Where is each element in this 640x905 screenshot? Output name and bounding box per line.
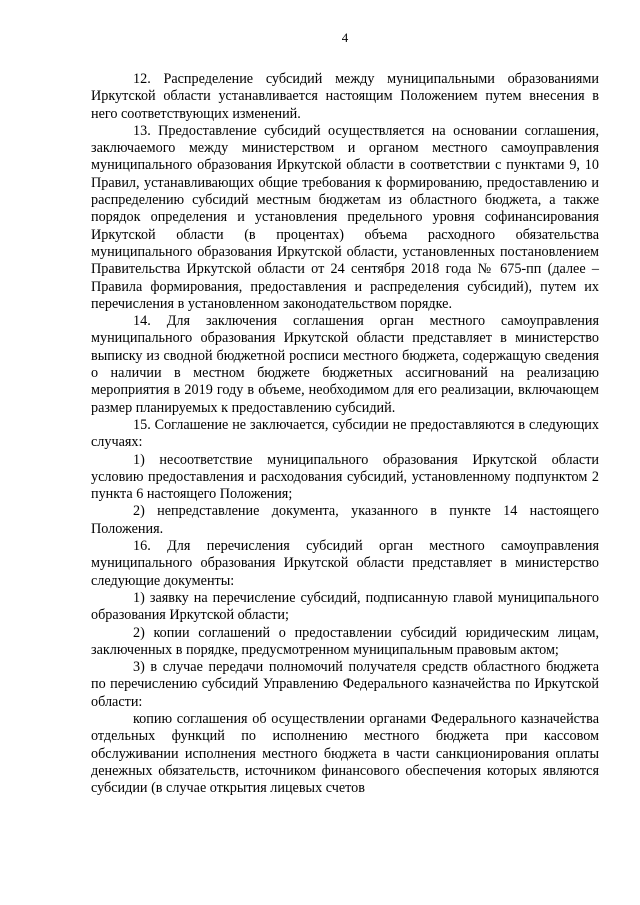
paragraph-15-item-2: 2) непредставление документа, указанного в пункте 14 настоящего Положения. [91, 503, 599, 537]
paragraph-15-item-1: 1) несоответствие муниципального образования Иркутской области условию предоставления и расходования субсидий, установленному подпунктом 2 пункта 6 настоящего Положения; [91, 451, 599, 503]
page-number: 4 [341, 30, 349, 45]
paragraph-16: 16. Для перечисления субсидий орган местного самоуправления муниципального образования Иркутской области представляет в министерство следующие документы: [91, 538, 599, 589]
paragraph-15: 15. Соглашение не заключается, субсидии не предоставляются в следующих случаях: [91, 416, 599, 451]
paragraph-16-item-2: 2) копии соглашений о предоставлении субсидий юридическим лицам, заключенных в порядке, предусмотренном муниципальным правовым актом; [91, 624, 599, 658]
paragraph-14: 14. Для заключения соглашения орган местного самоуправления муниципального образования Иркутской области представляет в министерство выписку из сводной бюджетной росписи местного бюджета, содержащую сведения о наличии в местном бюджете бюджетных ассигнований на реализацию мероприятия в 2019 году в объеме, необходимом для его реализации, включающем размер планируемых к предоставлению субсидий. [91, 313, 599, 416]
paragraph-12: 12. Распределение субсидий между муниципальными образованиями Иркутской области устанавливается настоящим Положением путем внесения в него соответствующих изменений. [91, 71, 599, 122]
paragraph-16-item-3-detail: копию соглашения об осуществлении органами Федерального казначейства отдельных функций по исполнению местного бюджета при кассовом обслуживании исполнения местного бюджета в части санкционирования оплаты денежных обязательств, источником финансового обеспечения которых являются субсидии (в случае открытия лицевых счетов [91, 710, 599, 797]
paragraph-13: 13. Предоставление субсидий осуществляется на основании соглашения, заключаемого между министерством и органом местного самоуправления муниципального образования Иркутской области в соответствии с пунктами 9, 10 Правил, устанавливающих общие требования к формированию, предоставлению и распределению субсидий местным бюджетам из областного бюджета, а также порядок определения и установления предельного уровня софинансирования Иркутской области (в процентах) объема расходного обязательства муниципального образования Иркутской области, установленных постановлением Правительства Иркутской области от 24 сентября 2018 года № 675-пп (далее – Правила формирования, предоставления и распределения субсидий), путем их перечисления в установленном законодательством порядке. [91, 122, 599, 312]
document-body [91, 71, 599, 797]
paragraph-16-item-3: 3) в случае передачи полномочий получателя средств областного бюджета по перечислению субсидий Управлению Федерального казначейства по Иркутской области: [91, 659, 599, 710]
paragraph-16-item-1: 1) заявку на перечисление субсидий, подписанную главой муниципального образования Иркутской области; [91, 589, 599, 624]
